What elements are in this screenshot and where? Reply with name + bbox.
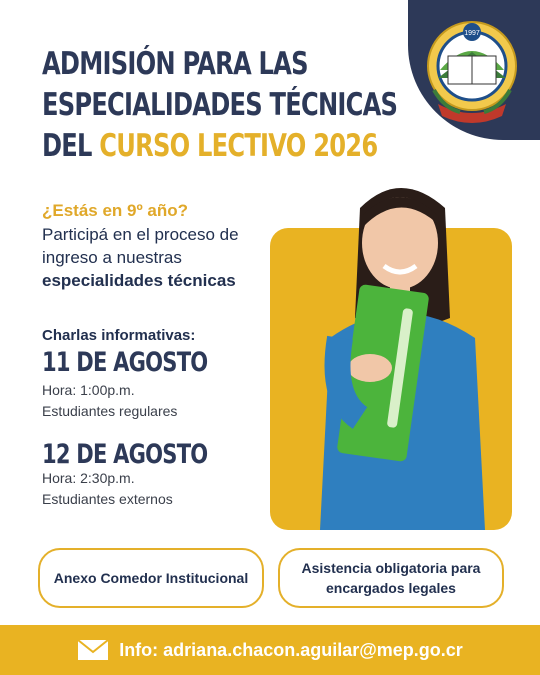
title-line-2: ESPECIALIDADES TÉCNICAS <box>42 87 398 123</box>
student-photo <box>300 168 500 530</box>
school-crest-icon <box>424 12 520 132</box>
logo-year: 1997 <box>464 30 480 37</box>
intro-emphasis: especialidades técnicas <box>42 271 236 290</box>
intro-body: Participá en el proceso de ingreso a nuestras <box>42 225 239 267</box>
intro-text <box>42 223 282 292</box>
contact-footer <box>0 625 540 675</box>
contact-info[interactable]: Info: adriana.chacon.aguilar@mep.go.cr <box>119 639 463 660</box>
title-line-3-prefix: DEL <box>42 128 100 164</box>
session-time: Hora: 1:00p.m. <box>42 382 135 398</box>
talks-label: Charlas informativas: <box>42 327 196 344</box>
title-line-3-highlight: CURSO LECTIVO 2026 <box>99 128 378 164</box>
session-date: 12 DE AGOSTO <box>42 439 208 470</box>
attendance-pill: Asistencia obligatoria para encargados legales <box>278 548 504 608</box>
title-line-1: ADMISIÓN PARA LAS <box>42 46 308 82</box>
envelope-icon <box>77 639 109 661</box>
session-audience: Estudiantes externos <box>42 491 173 507</box>
page-title <box>42 44 397 167</box>
session-time: Hora: 2:30p.m. <box>42 470 135 486</box>
grade-question: ¿Estás en 9º año? <box>42 201 189 220</box>
session-date: 11 DE AGOSTO <box>42 347 208 378</box>
location-pill: Anexo Comedor Institucional <box>38 548 264 608</box>
session-audience: Estudiantes regulares <box>42 403 178 419</box>
